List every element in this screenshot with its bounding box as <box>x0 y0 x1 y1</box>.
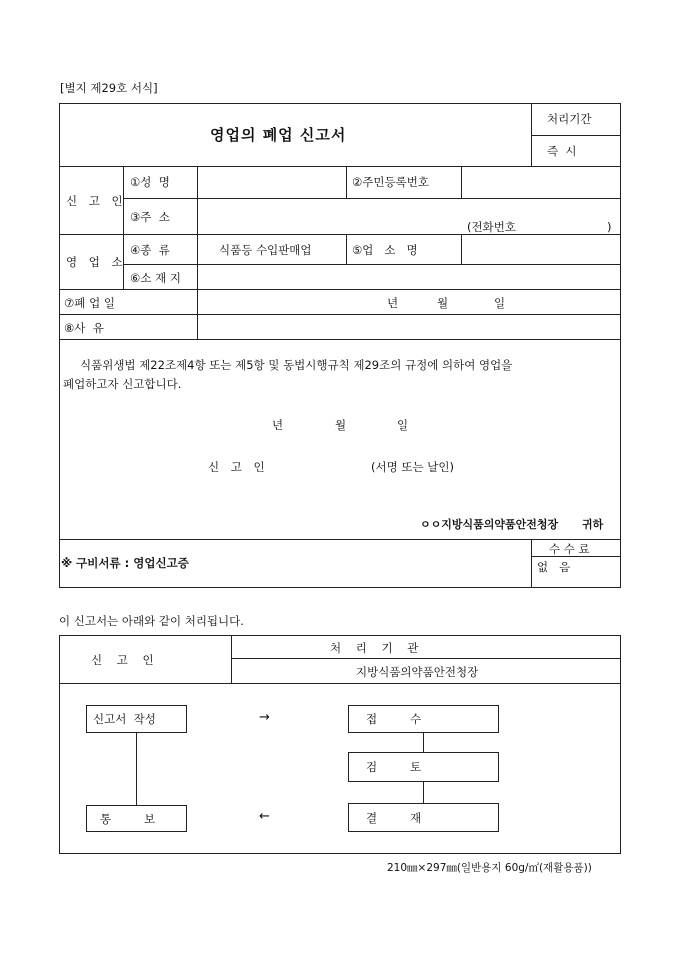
id-number-label: ②주민등록번호 <box>352 175 429 189</box>
step-approve <box>348 803 499 832</box>
business-name-field[interactable] <box>462 235 620 263</box>
page-title: 영업의 폐업 신고서 <box>210 126 347 144</box>
business-type-label: ④종 류 <box>130 243 170 257</box>
business-section-label: 영 업 소 <box>66 255 127 269</box>
reason-label: ⑧사 유 <box>64 321 104 335</box>
process-agency-header: 처 리 기 관 <box>330 641 419 655</box>
paper-spec: 210㎜×297㎜(일반용지 60g/㎡(재활용품)) <box>387 862 592 874</box>
fee-value: 없 음 <box>537 560 571 574</box>
recipient-suffix: 귀하 <box>582 518 604 531</box>
phone-label: (전화번호 <box>467 220 516 234</box>
declaration-line-1: 식품위생법 제22조제4항 또는 제5항 및 동법시행규칙 제29조의 규정에 의하여 영업을 <box>80 358 513 372</box>
signer-label: 신 고 인 <box>208 460 269 474</box>
step-notify <box>86 805 187 832</box>
closure-year: 년 <box>387 296 399 310</box>
required-documents: ※ 구비서류 : 영업신고증 <box>61 556 189 570</box>
id-number-field[interactable] <box>462 167 620 197</box>
business-type-value: 식품등 수입판매업 <box>219 243 312 257</box>
step-review-label: 검 토 <box>366 760 422 774</box>
arrow-left-icon: ← <box>259 809 270 824</box>
applicant-section-label: 신 고 인 <box>66 194 127 208</box>
phone-close: ) <box>607 220 612 234</box>
name-field[interactable] <box>198 167 345 197</box>
processing-period-label: 처리기간 <box>547 112 592 126</box>
process-intro: 이 신고서는 아래와 같이 처리됩니다. <box>59 614 244 628</box>
step-receive-label: 접 수 <box>366 712 422 726</box>
process-agency-name: 지방식품의약품안전청장 <box>356 665 479 679</box>
location-field[interactable] <box>198 265 620 288</box>
step-write-label: 신고서 작성 <box>93 712 156 726</box>
arrow-right-icon: → <box>259 710 270 725</box>
closure-date-label: ⑦폐 업 일 <box>64 296 115 310</box>
step-write <box>86 705 187 733</box>
step-approve-label: 결 재 <box>366 811 422 825</box>
signature-note: (서명 또는 날인) <box>371 460 454 474</box>
process-applicant-header: 신 고 인 <box>91 653 154 667</box>
address-field[interactable] <box>198 199 620 233</box>
declaration-day: 일 <box>397 418 409 432</box>
form-number: [별지 제29호 서식] <box>60 81 158 95</box>
name-label: ①성 명 <box>130 175 170 189</box>
location-label: ⑥소 재 지 <box>130 271 181 285</box>
declaration-month: 월 <box>335 418 347 432</box>
step-receive <box>348 705 499 733</box>
declaration-year: 년 <box>272 418 284 432</box>
reason-field[interactable] <box>198 315 620 338</box>
fee-label: 수 수 료 <box>549 542 590 556</box>
address-label: ③주 소 <box>130 210 170 224</box>
closure-month: 월 <box>437 296 449 310</box>
closure-day: 일 <box>494 296 506 310</box>
business-name-label: ⑤업 소 명 <box>352 243 418 257</box>
step-notify-label: 통 보 <box>100 812 156 826</box>
step-review <box>348 752 499 782</box>
processing-period-value: 즉 시 <box>547 144 577 158</box>
recipient-org: ㅇㅇ지방식품의약품안전청장 <box>420 518 559 531</box>
declaration-line-2: 폐업하고자 신고합니다. <box>63 377 182 391</box>
